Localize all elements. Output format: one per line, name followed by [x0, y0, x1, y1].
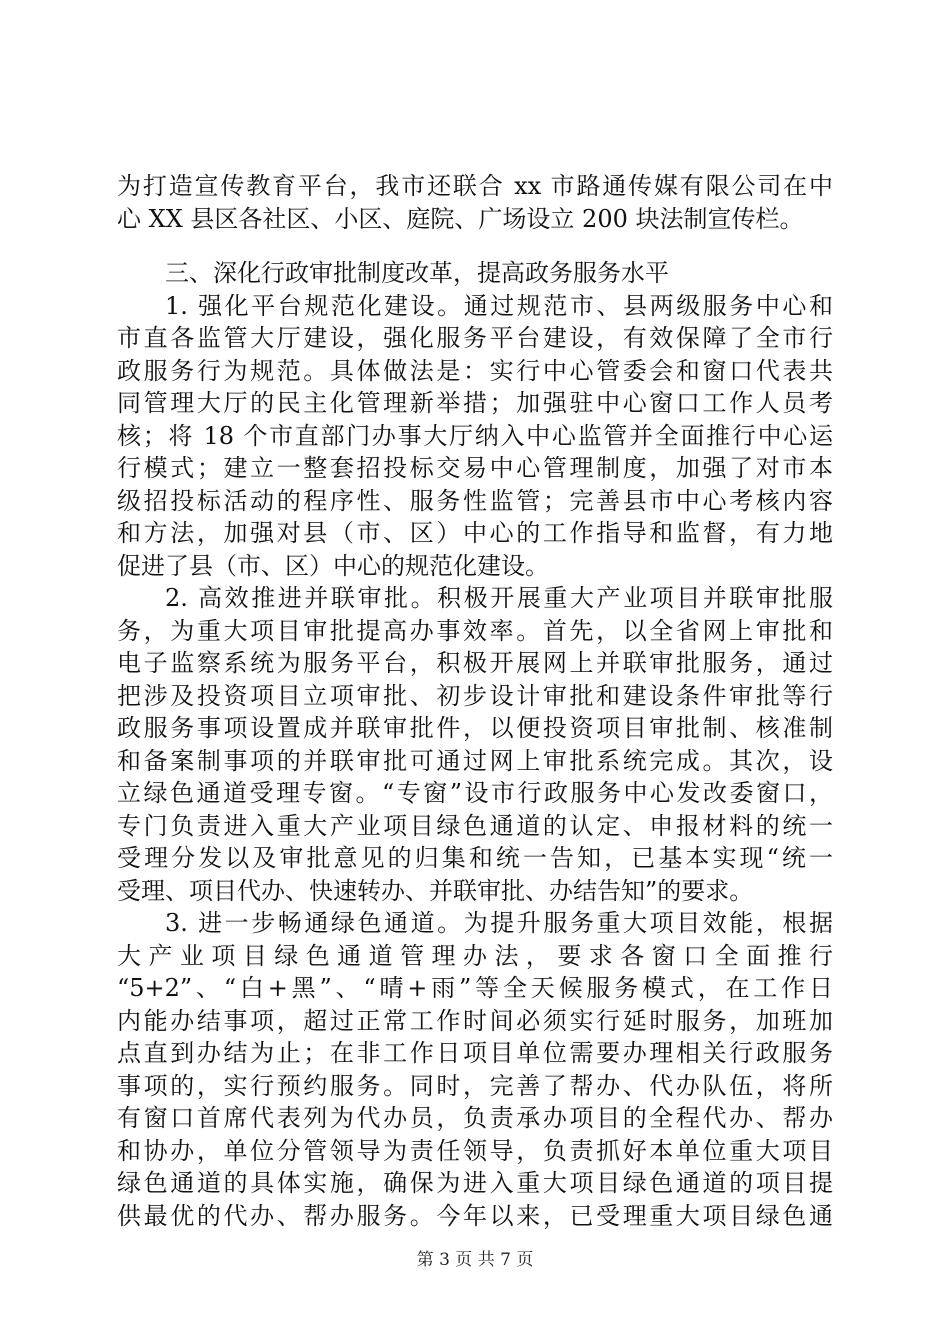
p1-line-8: 和方法，加强对县（市、区）中心的工作指导和监督，有力地	[117, 519, 833, 547]
p3-line-6: 事项的，实行预约服务。同时，完善了帮办、代办队伍，将所	[117, 1071, 833, 1100]
p3-line-9: 绿色通道的具体实施，确保为进入重大项目绿色通道的项目提	[117, 1169, 833, 1197]
p2-line-1: 2. 高效推进并联审批。积极开展重大产业项目并联审批服	[165, 584, 833, 612]
p2-line-9: 受理分发以及审批意见的归集和统一告知，已基本实现“统一	[117, 844, 833, 872]
document-body	[117, 170, 833, 1232]
section-heading: 三、深化行政审批制度改革，提高政务服务水平	[165, 259, 669, 287]
p1-line-5: 核；将 18 个市直部门办事大厅纳入中心监管并全面推行中心运	[117, 421, 833, 450]
p2-line-3: 电子监察系统为服务平台，积极开展网上并联审批服务，通过	[117, 649, 833, 677]
p3-line-5: 点直到办结为止；在非工作日项目单位需要办理相关行政服务	[117, 1039, 833, 1067]
paragraph-gap	[117, 235, 833, 257]
p1-line-6: 行模式；建立一整套招投标交易中心管理制度，加强了对市本	[117, 454, 833, 482]
p1-line-3: 政服务行为规范。具体做法是：实行中心管委会和窗口代表共	[117, 356, 833, 385]
page-number-footer: 第 3 页 共 7 页	[416, 1250, 534, 1270]
p2-line-4: 把涉及投资项目立项审批、初步设计审批和建设条件审批等行	[117, 681, 833, 710]
p2-line-7: 立绿色通道受理专窗。“专窗”设市行政服务中心发改委窗口，	[117, 779, 833, 807]
p2-line-10: 受理、项目代办、快速转办、并联审批、办结告知”的要求。	[117, 876, 754, 905]
p1-line-9: 促进了县（市、区）中心的规范化建设。	[117, 551, 549, 580]
p2-line-6: 和备案制事项的并联审批可通过网上审批系统完成。其次，设	[117, 746, 833, 775]
p1-line-4: 同管理大厅的民主化管理新举措；加强驻中心窗口工作人员考	[117, 389, 833, 417]
intro-line-1: 为打造宣传教育平台，我市还联合 xx 市路通传媒有限公司在中	[117, 172, 833, 200]
p2-line-8: 专门负责进入重大产业项目绿色通道的认定、申报材料的统一	[117, 811, 833, 840]
intro-line-2: 心 XX 县区各社区、小区、庭院、广场设立 200 块法制宣传栏。	[117, 204, 804, 233]
p3-line-10: 供最优的代办、帮办服务。今年以来，已受理重大项目绿色通	[117, 1201, 833, 1230]
p3-line-7: 有窗口首席代表列为代办员，负责承办项目的全程代办、帮办	[117, 1104, 833, 1132]
p2-line-5: 政服务事项设置成并联审批件，以便投资项目审批制、核准制	[117, 714, 833, 742]
p3-line-8: 和协办，单位分管领导为责任领导，负责抓好本单位重大项目	[117, 1136, 833, 1165]
p3-line-4: 内能办结事项，超过正常工作时间必须实行延时服务，加班加	[117, 1006, 833, 1035]
p1-line-2: 市直各监管大厅建设，强化服务平台建设，有效保障了全市行	[117, 324, 833, 352]
p2-line-2: 务，为重大项目审批提高办事效率。首先，以全省网上审批和	[117, 616, 833, 645]
p3-line-3: “5+2”、“白+黑”、“晴+雨”等全天候服务模式，在工作日	[117, 974, 833, 1002]
p1-line-7: 级招投标活动的程序性、服务性监管；完善县市中心考核内容	[117, 486, 833, 515]
p3-line-2: 大产业项目绿色通道管理办法，要求各窗口全面推行	[117, 941, 833, 970]
p3-line-1: 3. 进一步畅通绿色通道。为提升服务重大项目效能，根据	[165, 909, 833, 937]
p1-line-1: 1. 强化平台规范化建设。通过规范市、县两级服务中心和	[165, 291, 833, 320]
